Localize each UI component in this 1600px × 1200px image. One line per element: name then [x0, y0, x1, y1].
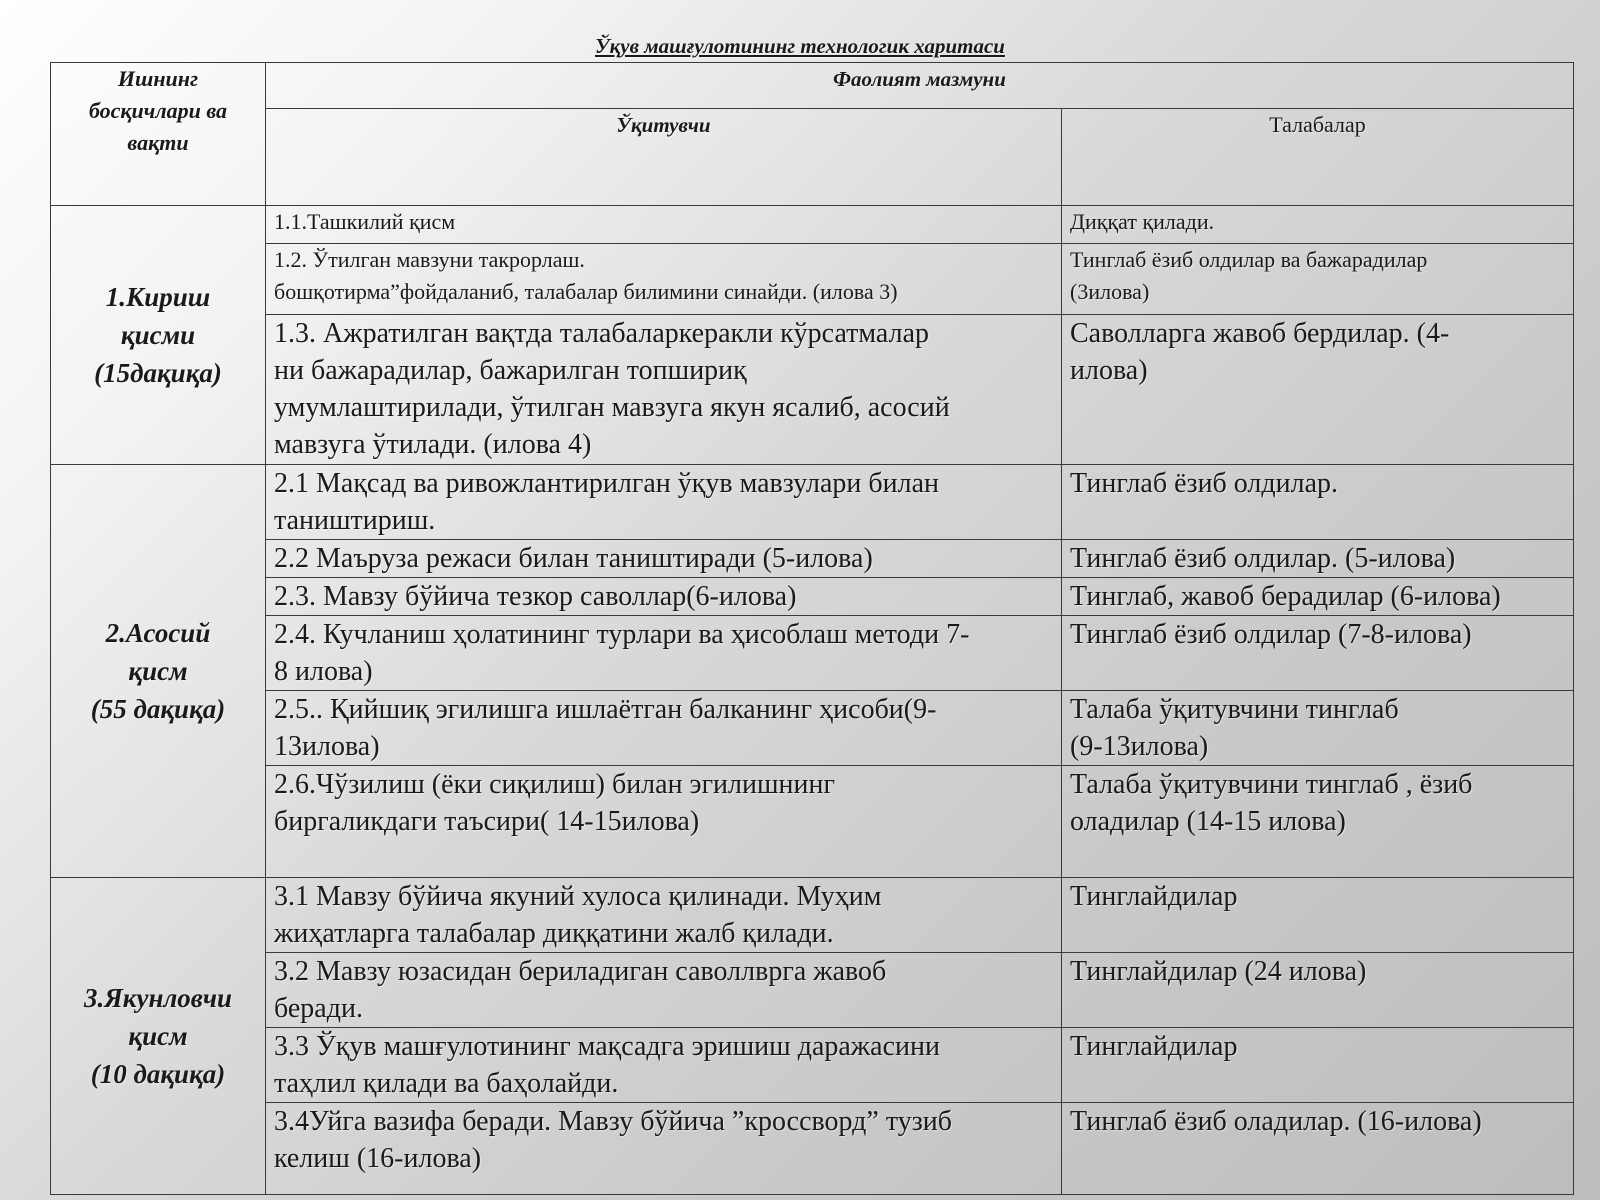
- stage-label: 3.Якунловчи қисм (10 дақиқа): [51, 878, 266, 1195]
- students-cell: Тинглаб ёзиб олдилар.: [1062, 465, 1574, 540]
- table-row: [51, 315, 1574, 465]
- students-cell: Тинглаб ёзиб оладилар. (16-илова): [1062, 1103, 1574, 1195]
- header-content: Фаолият мазмуни: [266, 63, 1574, 109]
- table-row: [51, 465, 1574, 540]
- subheader-row: [51, 109, 1574, 206]
- table-row: [51, 953, 1574, 1028]
- teacher-cell: 3.1 Мавзу бўйича якуний хулоса қилинади. Муҳим жиҳатларга талабалар диққатини жалб қилади.: [266, 878, 1062, 953]
- teacher-cell: 1.3. Ажратилган вақтда талабаларкеракли кўрсатмалар ни бажарадилар, бажарилган топшириқ умумлаштирилади, ўтилган мавзуга якун ясалиб, асосий мавзуга ўтилади. (илова 4): [266, 315, 1062, 465]
- header-row: [51, 63, 1574, 109]
- students-cell: Тинглаб ёзиб олдилар. (5-илова): [1062, 540, 1574, 578]
- stage-label: 2.Асосий қисм (55 дақиқа): [51, 465, 266, 878]
- teacher-cell: 1.1.Ташкилий қисм: [266, 206, 1062, 244]
- teacher-cell: 2.5.. Қийшиқ эгилишга ишлаётган балканинг ҳисоби(9- 13илова): [266, 691, 1062, 766]
- teacher-cell: 2.6.Чўзилиш (ёки сиқилиш) билан эгилишнинг биргаликдаги таъсири( 14-15илова): [266, 766, 1062, 878]
- students-cell: Талаба ўқитувчини тинглаб , ёзиб оладилар (14-15 илова): [1062, 766, 1574, 878]
- table-row: [51, 1103, 1574, 1195]
- students-cell: Тинглаб ёзиб олдилар (7-8-илова): [1062, 616, 1574, 691]
- students-cell: Тинглайдилар: [1062, 1028, 1574, 1103]
- teacher-cell: 2.3. Мавзу бўйича тезкор саволлар(6-илова): [266, 578, 1062, 616]
- table-row: [51, 691, 1574, 766]
- table-row: [51, 540, 1574, 578]
- students-cell: Диққат қилади.: [1062, 206, 1574, 244]
- table-row: [51, 244, 1574, 315]
- table-row: [51, 206, 1574, 244]
- teacher-cell: 3.4Уйга вазифа беради. Мавзу бўйича ”кроссворд” тузиб келиш (16-илова): [266, 1103, 1062, 1195]
- teacher-cell: 2.2 Маъруза режаси билан таништиради (5-илова): [266, 540, 1062, 578]
- table-row: [51, 616, 1574, 691]
- students-cell: Саволларга жавоб бердилар. (4- илова): [1062, 315, 1574, 465]
- teacher-cell: 2.1 Мақсад ва ривожлантирилган ўқув мавзулари билан таништириш.: [266, 465, 1062, 540]
- table-row: [51, 1028, 1574, 1103]
- header-students: Талабалар: [1062, 109, 1574, 206]
- header-stages: Ишнинг босқичлари ва вақти: [51, 63, 266, 206]
- students-cell: Тинглаб, жавоб берадилар (6-илова): [1062, 578, 1574, 616]
- teacher-cell: 1.2. Ўтилган мавзуни такрорлаш. бошқотирма”фойдаланиб, талабалар билимини синайди. (илова 3): [266, 244, 1062, 315]
- table-row: [51, 878, 1574, 953]
- header-teacher: Ўқитувчи: [266, 109, 1062, 206]
- teacher-cell: 3.3 Ўқув машғулотининг мақсадга эришиш даражасини таҳлил қилади ва баҳолайди.: [266, 1028, 1062, 1103]
- stage-label: 1.Кириш қисми (15дақиқа): [51, 206, 266, 465]
- teacher-cell: 2.4. Кучланиш ҳолатининг турлари ва ҳисоблаш методи 7- 8 илова): [266, 616, 1062, 691]
- table-row: [51, 578, 1574, 616]
- students-cell: Тинглаб ёзиб олдилар ва бажарадилар (3илова): [1062, 244, 1574, 315]
- document-title: Ўқув машғулотининг технологик харитаси: [595, 34, 1005, 58]
- students-cell: Талаба ўқитувчини тинглаб (9-13илова): [1062, 691, 1574, 766]
- teacher-cell: 3.2 Мавзу юзасидан бериладиган саволлврга жавоб беради.: [266, 953, 1062, 1028]
- table-row: [51, 766, 1574, 878]
- technology-map-table: [50, 62, 1574, 1195]
- students-cell: Тинглайдилар: [1062, 878, 1574, 953]
- students-cell: Тинглайдилар (24 илова): [1062, 953, 1574, 1028]
